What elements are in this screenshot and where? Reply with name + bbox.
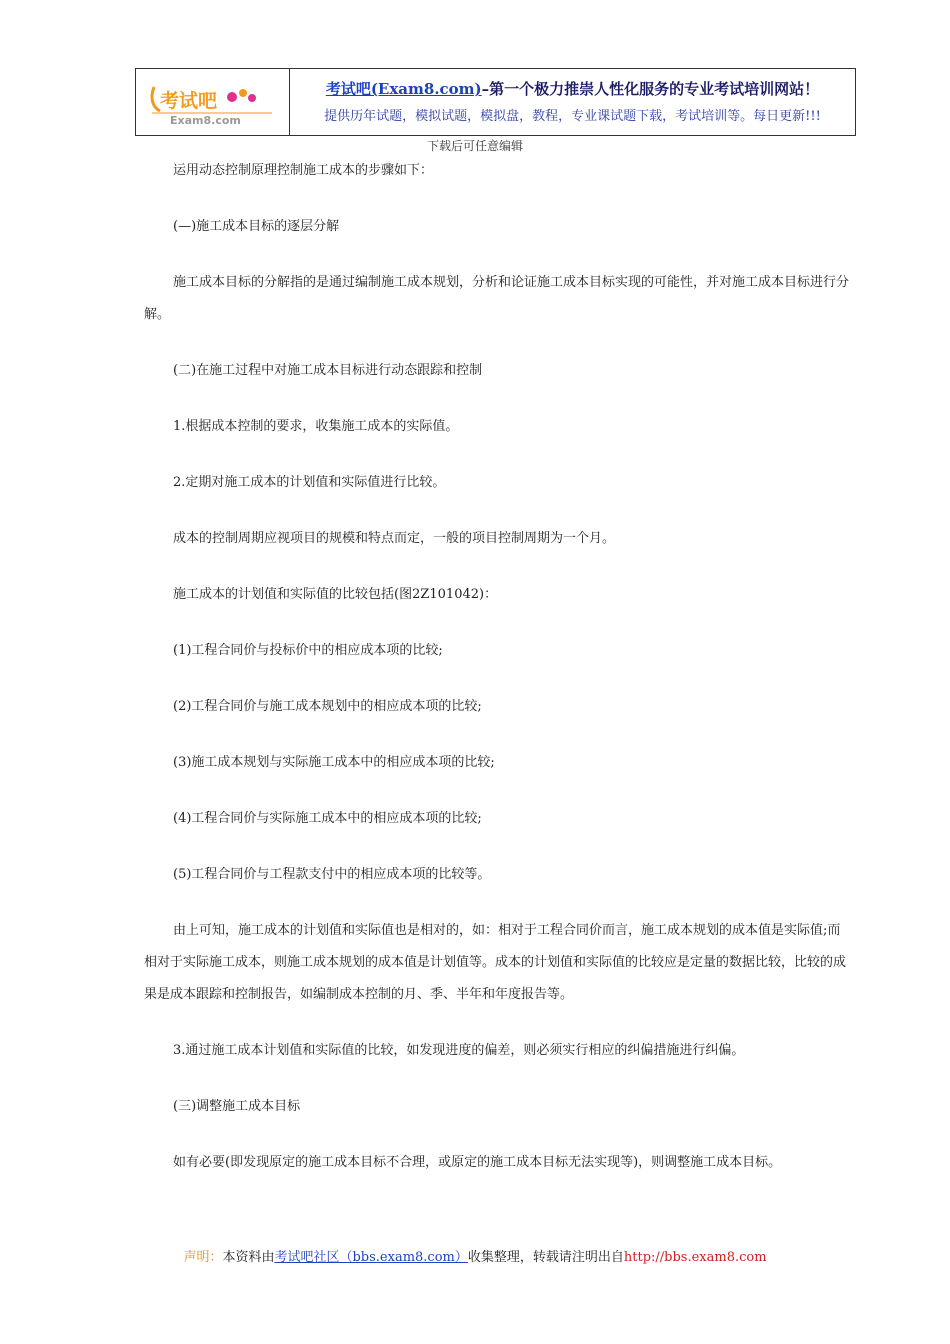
header-info (290, 69, 855, 135)
logo-text-sub: Exam8.com (170, 114, 241, 127)
section-heading-3: (三)调整施工成本目标 (173, 1099, 301, 1114)
section-heading-1: (—)施工成本目标的逐层分解 (173, 219, 340, 234)
comparison-item-3: (3)施工成本规划与实际施工成本中的相应成本项的比较; (173, 755, 495, 770)
bbs-link[interactable]: 考试吧社区（bbs.exam8.com） (274, 1250, 468, 1265)
paragraph-comparison-intro: 施工成本的计划值和实际值的比较包括(图2Z101042)： (173, 587, 498, 602)
paragraph-decomposition: 施工成本目标的分解指的是通过编制施工成本规划，分析和论证施工成本目标实现的可能性，并对施工成本目标进行分解。 (144, 275, 850, 322)
step-1: 1.根据成本控制的要求，收集施工成本的实际值。 (173, 419, 459, 434)
header-title (290, 78, 855, 99)
comparison-item-4: (4)工程合同价与实际施工成本中的相应成本项的比较; (173, 811, 482, 826)
footer-prefix: 本资料由 (222, 1250, 275, 1265)
step-3: 3.通过施工成本计划值和实际值的比较，如发现进度的偏差，则必须实行相应的纠偏措施进行纠偏。 (173, 1043, 745, 1058)
paragraph-relative-values: 由上可知，施工成本的计划值和实际值也是相对的，如：相对于工程合同价而言，施工成本规划的成本值是实际值;而相对于实际施工成本，则施工成本规划的成本值是计划值等。成本的计划值和实际值的比较应是定量的数据比较，比较的成果是成本跟踪和控制报告，如编制成本控制的月、季、半年和年度报告等。 (144, 923, 847, 1002)
brand-link[interactable]: 考试吧(Exam8.com) (325, 80, 482, 98)
comparison-item-2: (2)工程合同价与施工成本规划中的相应成本项的比较; (173, 699, 482, 714)
comparison-item-5: (5)工程合同价与工程款支付中的相应成本项的比较等。 (173, 867, 491, 882)
step-2: 2.定期对施工成本的计划值和实际值进行比较。 (173, 475, 446, 490)
document-body (144, 155, 852, 1179)
logo-cell (136, 69, 290, 135)
comparison-item-1: (1)工程合同价与投标价中的相应成本项的比较; (173, 643, 443, 658)
source-url[interactable]: http://bbs.exam8.com (623, 1250, 767, 1265)
header-subtitle: 提供历年试题，模拟试题，模拟盘，教程，专业课试题下载，考试培训等。每日更新!!! (324, 109, 821, 124)
paragraph-adjust: 如有必要(即发现原定的施工成本目标不合理，或原定的施工成本目标无法实现等)，则调整施工成本目标。 (173, 1155, 782, 1170)
download-note: 下载后可任意编辑 (426, 139, 523, 153)
footer-middle: 收集整理，转载请注明出自 (467, 1250, 624, 1265)
logo-text-main: 考试吧 (160, 90, 218, 112)
section-heading-2: (二)在施工过程中对施工成本目标进行动态跟踪和控制 (173, 363, 483, 378)
site-header (135, 68, 856, 136)
footer-declaration (0, 1246, 950, 1265)
paragraph-control-period: 成本的控制周期应视项目的规模和特点而定，一般的项目控制周期为一个月。 (173, 531, 616, 546)
exam8-logo[interactable] (148, 77, 276, 127)
header-tagline: –第一个极力推崇人性化服务的专业考试培训网站！ (481, 80, 820, 98)
declaration-label: 声明： (183, 1250, 223, 1265)
paragraph-intro: 运用动态控制原理控制施工成本的步骤如下： (173, 163, 434, 178)
